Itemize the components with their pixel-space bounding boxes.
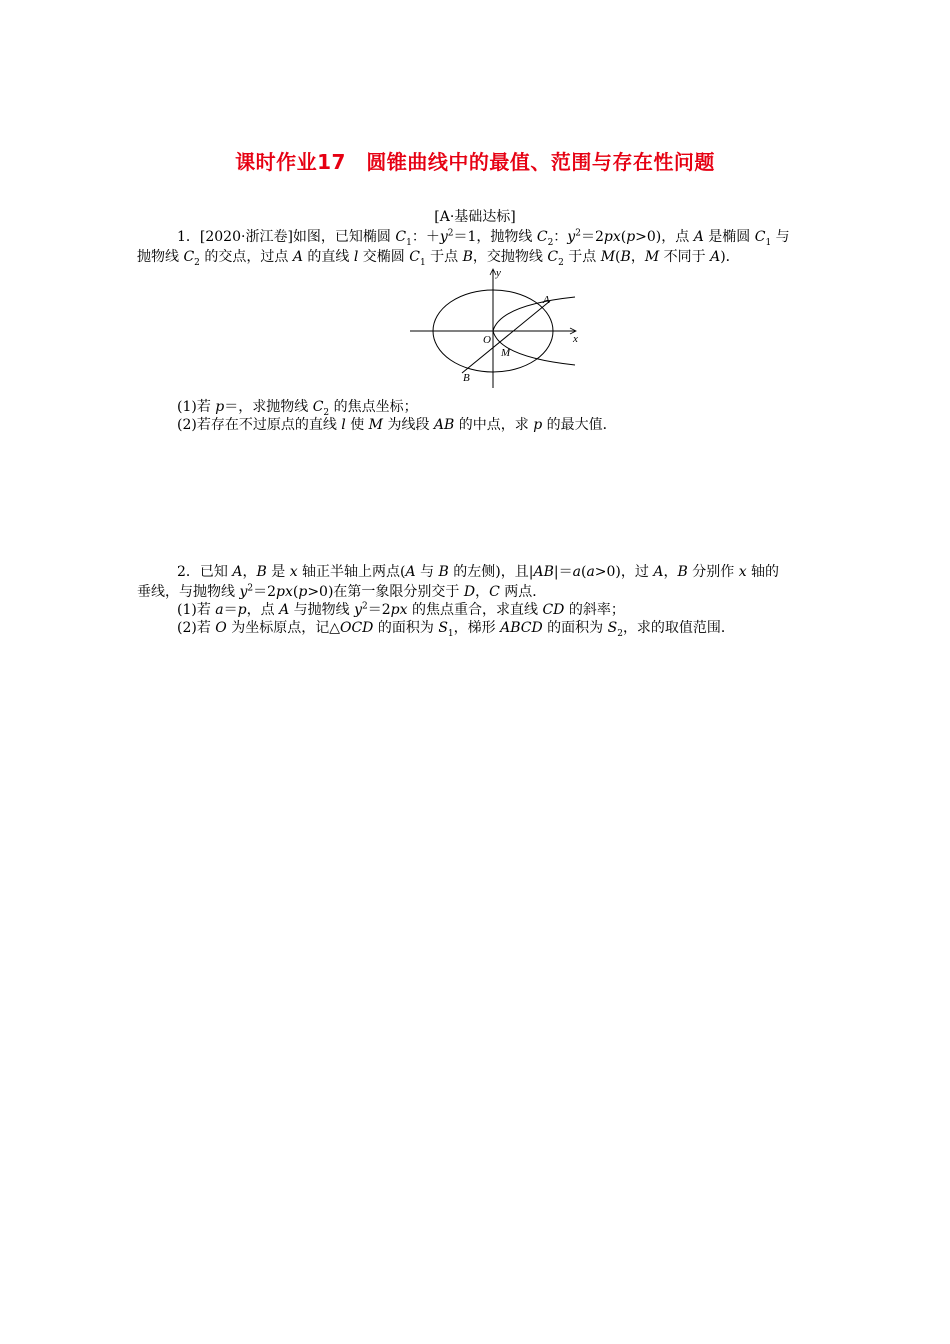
question-2-line-2: 垂线，与抛物线 $y^2=2px(p>0)$在第一象限分别交于 D，C 两点． [137, 583, 547, 600]
section-label: [A·基础达标] [434, 209, 516, 225]
axis-label-y: y [496, 267, 501, 279]
question-2-part-2: (2)若 O 为坐标原点，记△OCD 的面积为 $S_1$，梯形 ABCD 的面积为 $S_2$，求的取值范围． [177, 620, 735, 639]
line-l [462, 301, 550, 373]
point-a-label: A [543, 294, 550, 306]
point-m-label: M [501, 347, 511, 359]
question-1-line-2: 抛物线 $C_2$ 的交点，过点 A 的直线 l 交椭圆 $C_1$ 于点 B，交抛物线 $C_2$ 于点 M(B，M 不同于 A)． [137, 249, 740, 268]
page-title: 课时作业17 圆锥曲线中的最值、范围与存在性问题 [235, 150, 715, 174]
axis-label-x: x [573, 333, 578, 345]
question-2-part-1: (1)若 a＝p，点 A 与抛物线 $y^2=2px$ 的焦点重合，求直线 CD 的斜率； [177, 601, 625, 618]
question-2-line-1: 2．已知 A，B 是 x 轴正半轴上两点(A 与 B 的左侧)，且|AB|＝a(a>0)，过 A，B 分别作 x 轴的 [177, 564, 780, 580]
question-1-line-1: 1．[2020·浙江卷]如图，已知椭圆 $C_1$：$+y^2=1$，抛物线 $C_2$：$y^2=2px(p>0)$，点 A 是椭圆 $C_1$ 与 [177, 228, 790, 248]
question-1-part-2: (2)若存在不过原点的直线 l 使 M 为线段 AB 的中点，求 p 的最大值． [177, 417, 617, 433]
question-1-part-1: (1)若 p＝，求抛物线 $C_2$ 的焦点坐标； [177, 399, 418, 418]
origin-label: O [483, 334, 491, 346]
ellipse-parabola-figure [405, 265, 590, 390]
point-b-label: B [463, 372, 470, 384]
